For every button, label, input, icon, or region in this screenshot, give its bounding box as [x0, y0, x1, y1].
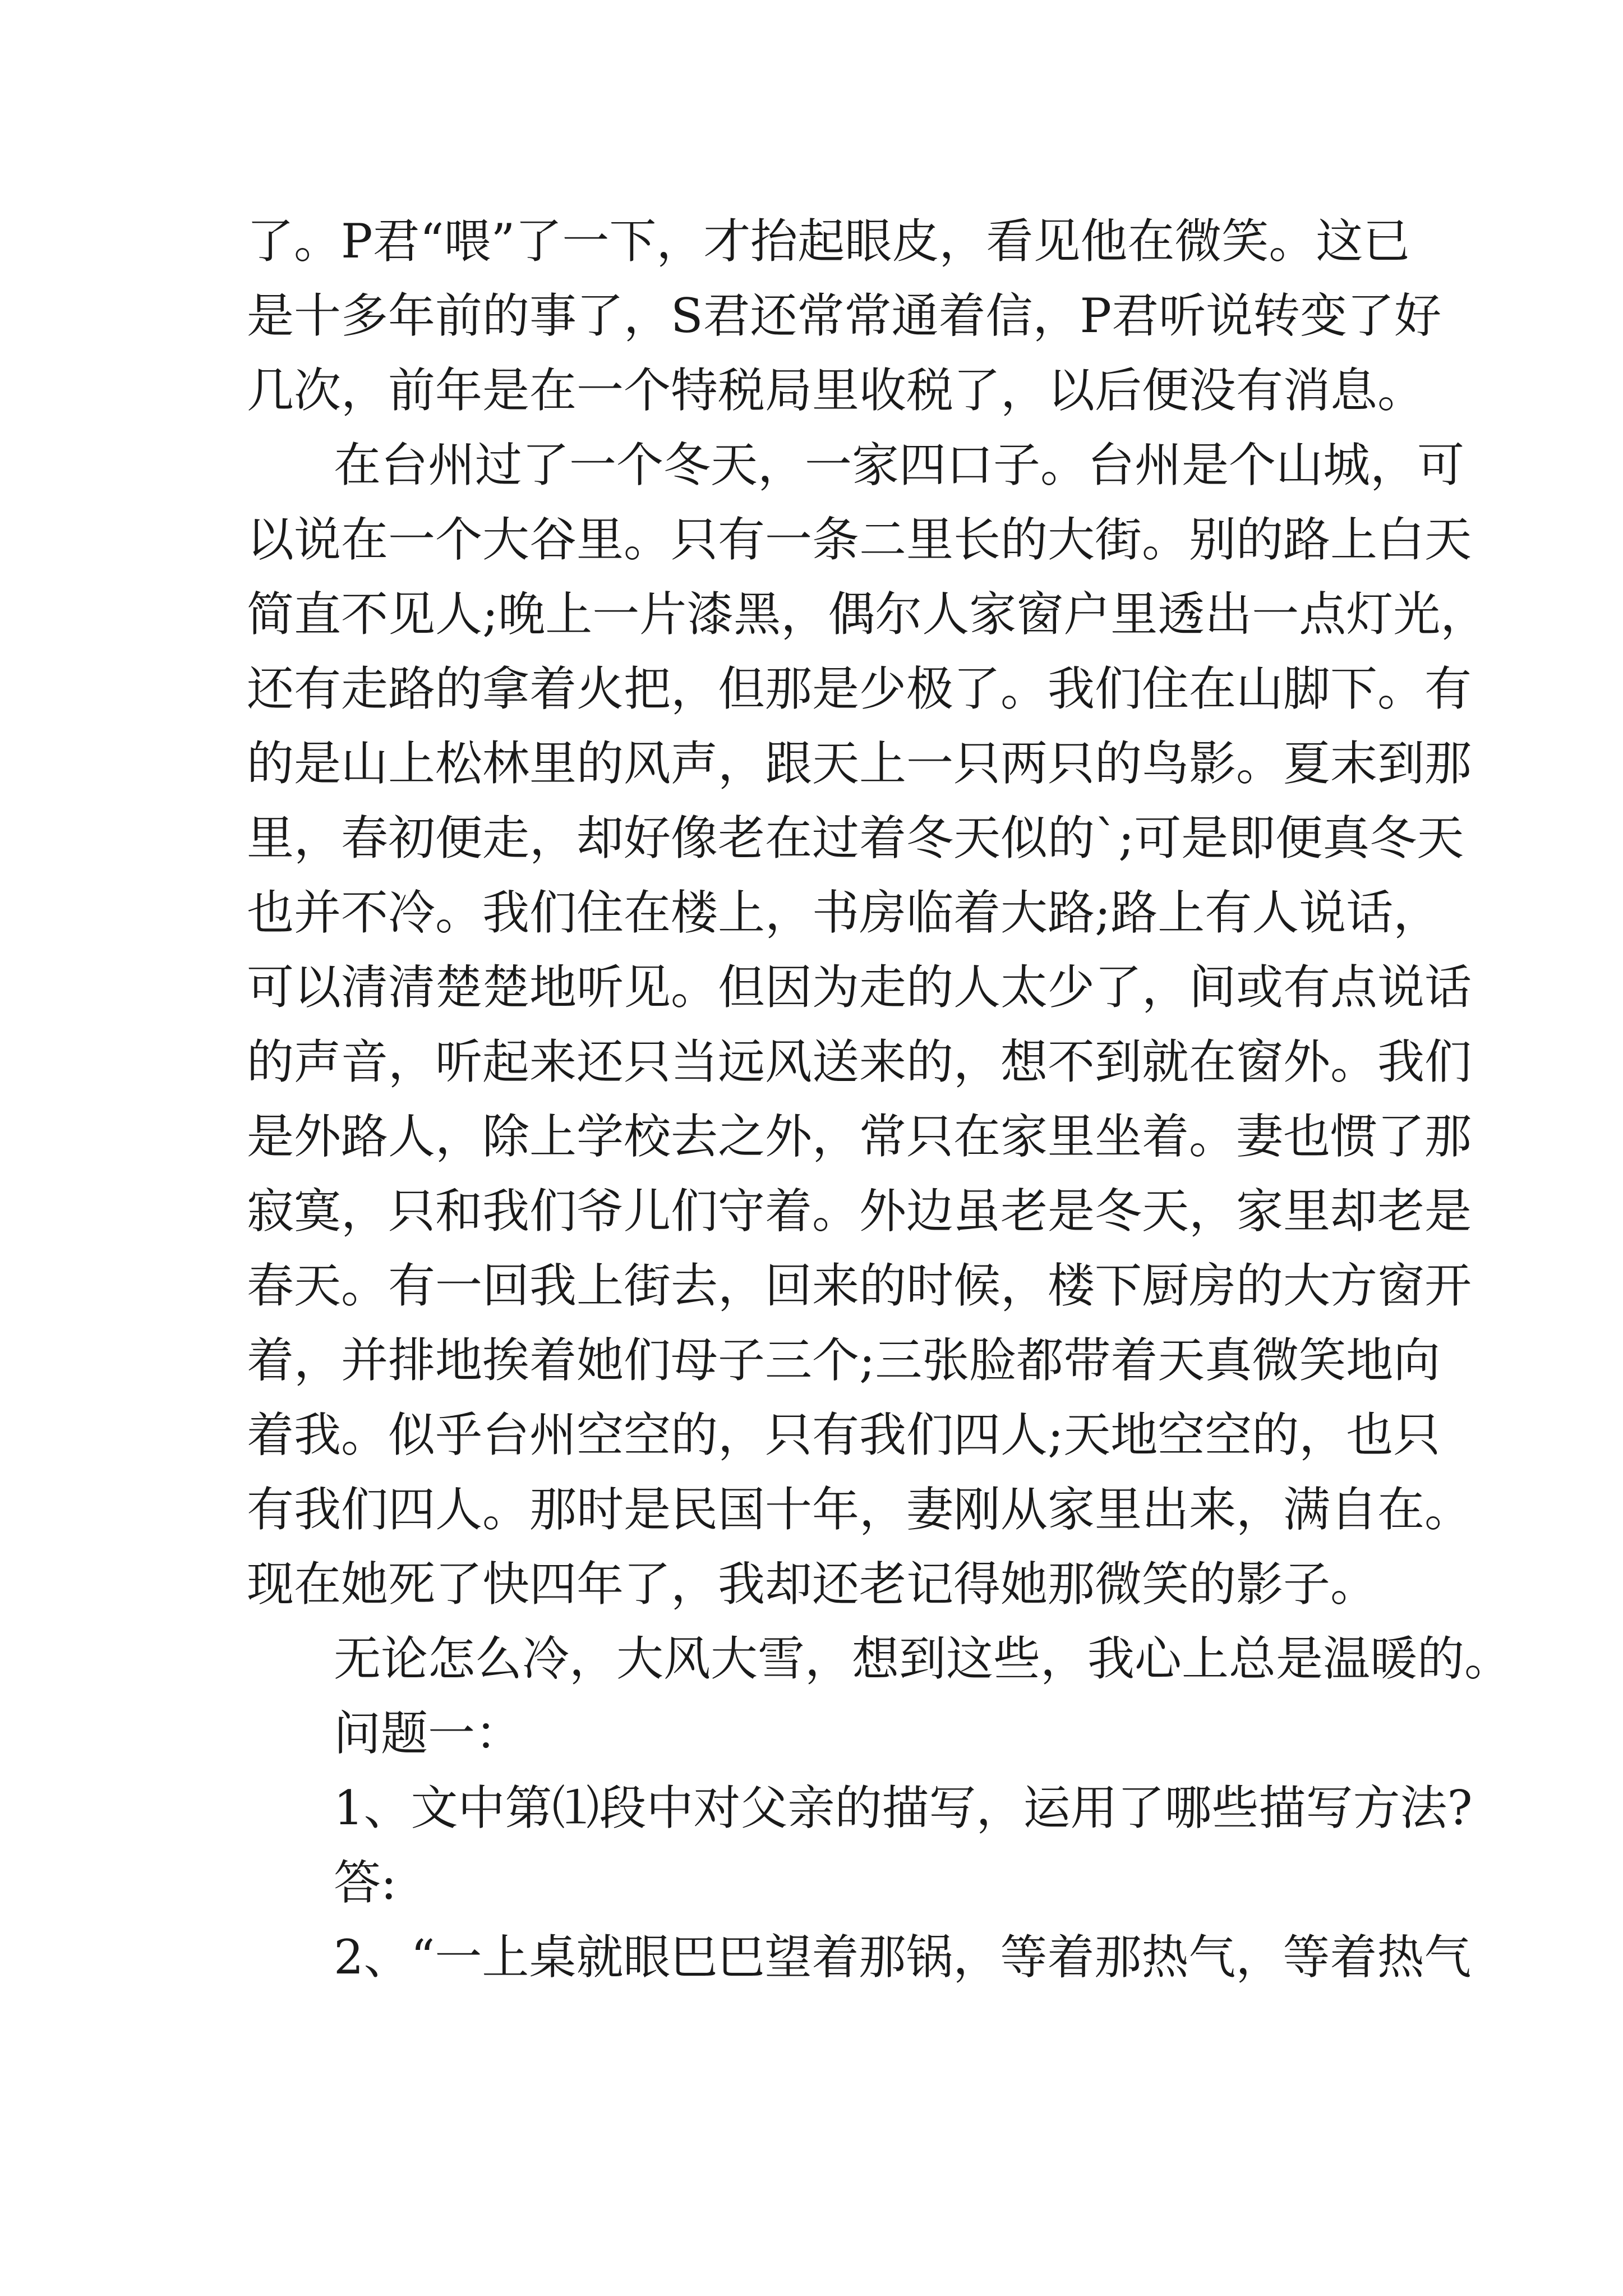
text-line-15: 春天。有一回我上街去，回来的时候，楼下厨房的大方窗开	[247, 1258, 1472, 1313]
text-line-5: 以说在一个大谷里。只有一条二里长的大街。别的路上白天	[247, 512, 1472, 567]
text-line-12: 的声音，听起来还只当远风送来的，想不到就在窗外。我们	[247, 1034, 1472, 1089]
text-line-8: 的是山上松林里的风声，跟天上一只两只的鸟影。夏末到那	[247, 736, 1472, 791]
text-line-11: 可以清清楚楚地听见。但因为走的人太少了，间或有点说话	[247, 960, 1472, 1015]
question-2: 2、“一上桌就眼巴巴望着那锅，等着那热气，等着热气	[334, 1930, 1472, 1985]
text-line-3: 几次，前年是在一个特税局里收税了，以后便没有消息。	[247, 363, 1425, 418]
text-line-1: 了。P君“喂”了一下，才抬起眼皮，看见他在微笑。这已	[247, 214, 1410, 269]
question-1: 1、文中第⑴段中对父亲的描写，运用了哪些描写方法?	[334, 1780, 1473, 1835]
question-heading: 问题一：	[334, 1706, 523, 1761]
text-line-20: 无论怎么冷，大风大雪，想到这些，我心上总是温暖的。	[334, 1631, 1512, 1686]
text-line-13: 是外路人，除上学校去之外，常只在家里坐着。妻也惯了那	[247, 1109, 1472, 1164]
text-line-18: 有我们四人。那时是民国十年，妻刚从家里出来，满自在。	[247, 1482, 1472, 1537]
text-line-6: 简直不见人;晚上一片漆黑，偶尔人家窗户里透出一点灯光，	[247, 587, 1488, 642]
text-line-19: 现在她死了快四年了，我却还老记得她那微笑的影子。	[247, 1557, 1378, 1612]
text-line-7: 还有走路的拿着火把，但那是少极了。我们住在山脚下。有	[247, 661, 1472, 716]
text-line-9: 里，春初便走，却好像老在过着冬天似的`;可是即便真冬天	[247, 811, 1464, 866]
text-line-2: 是十多年前的事了，S君还常常通着信，P君听说转变了好	[247, 288, 1442, 343]
text-line-17: 着我。似乎台州空空的，只有我们四人;天地空空的，也只	[247, 1407, 1441, 1462]
text-line-14: 寂寞，只和我们爷儿们守着。外边虽老是冬天，家里却老是	[247, 1184, 1472, 1239]
text-line-16: 着，并排地挨着她们母子三个;三张脸都带着天真微笑地向	[247, 1333, 1441, 1388]
text-line-10: 也并不冷。我们住在楼上，书房临着大路;路上有人说话，	[247, 885, 1441, 940]
text-line-4: 在台州过了一个冬天，一家四口子。台州是个山城，可	[334, 438, 1465, 493]
answer-label: 答:	[334, 1855, 397, 1910]
